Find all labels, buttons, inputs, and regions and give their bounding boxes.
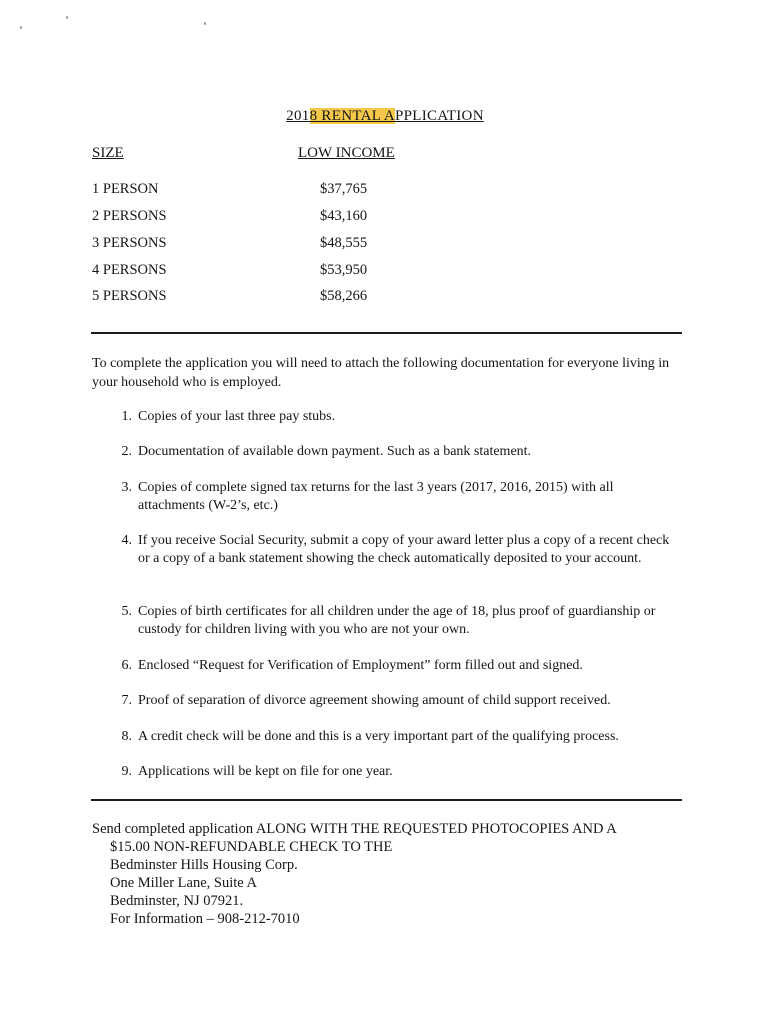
list-text: A credit check will be done and this is a very important part of the qualifying process. [138, 729, 619, 744]
city-state-zip: Bedminster, NJ 07921. [110, 893, 244, 909]
income-limit: $43,160 [320, 208, 368, 224]
income-limit: $53,950 [320, 262, 368, 278]
document-title: 2018 RENTAL APPLICATION [286, 108, 484, 124]
income-limit: $48,555 [320, 235, 368, 251]
intro-paragraph: To complete the application you will need to attach the following documentation for everyone living in your household who is employed. [92, 356, 670, 390]
list-number: 2. [121, 444, 132, 459]
income-row [0, 208, 770, 228]
list-text: Copies of complete signed tax returns for the last 3 years (2017, 2016, 2015) with all attachments (W-2’s, etc.) [138, 480, 614, 513]
divider-line [91, 332, 682, 334]
fee-instruction: $15.00 NON-REFUNDABLE CHECK TO THE [110, 839, 393, 855]
divider-line [91, 799, 682, 801]
contact-phone: For Information – 908-212-7010 [110, 911, 300, 927]
income-row [0, 288, 770, 308]
list-number: 8. [121, 729, 132, 744]
list-number: 3. [121, 480, 132, 495]
list-text: Copies of birth certificates for all children under the age of 18, plus proof of guardianship or custody for children living with you who are not your own. [138, 604, 656, 637]
income-row [0, 235, 770, 255]
list-text: Enclosed “Request for Verification of Employment” form filled out and signed. [138, 658, 583, 673]
list-number: 1. [121, 409, 132, 424]
list-number: 5. [121, 604, 132, 619]
list-text: Copies of your last three pay stubs. [138, 409, 336, 424]
household-size: 5 PERSONS [92, 288, 167, 304]
list-number: 4. [121, 533, 132, 548]
list-number: 6. [121, 658, 132, 673]
scan-speck [66, 16, 68, 19]
income-row [0, 181, 770, 201]
list-text: Applications will be kept on file for one year. [138, 764, 393, 779]
mailing-instructions [92, 820, 692, 928]
list-text: If you receive Social Security, submit a copy of your award letter plus a copy of a recent check or a copy of a bank statement showing the check automatically deposited to your account. [138, 533, 670, 566]
household-size: 3 PERSONS [92, 235, 167, 251]
list-text: Proof of separation of divorce agreement showing amount of child support received. [138, 693, 611, 708]
size-column-header: SIZE [92, 145, 124, 161]
scan-speck [20, 26, 22, 29]
household-size: 1 PERSON [92, 181, 159, 197]
street-address: One Miller Lane, Suite A [110, 875, 257, 891]
household-size: 4 PERSONS [92, 262, 167, 278]
list-number: 9. [121, 764, 132, 779]
income-row [0, 262, 770, 282]
household-size: 2 PERSONS [92, 208, 167, 224]
low-income-column-header: LOW INCOME [298, 145, 395, 161]
income-limit: $58,266 [320, 288, 368, 304]
organization-name: Bedminster Hills Housing Corp. [110, 857, 298, 873]
scan-speck [204, 22, 206, 25]
send-instruction: Send completed application ALONG WITH THE REQUESTED PHOTOCOPIES AND A [92, 821, 617, 837]
highlighted-text: 8 RENTAL A [309, 108, 395, 124]
list-number: 7. [121, 693, 132, 708]
income-limit: $37,765 [320, 181, 368, 197]
list-text: Documentation of available down payment. Such as a bank statement. [138, 444, 532, 459]
